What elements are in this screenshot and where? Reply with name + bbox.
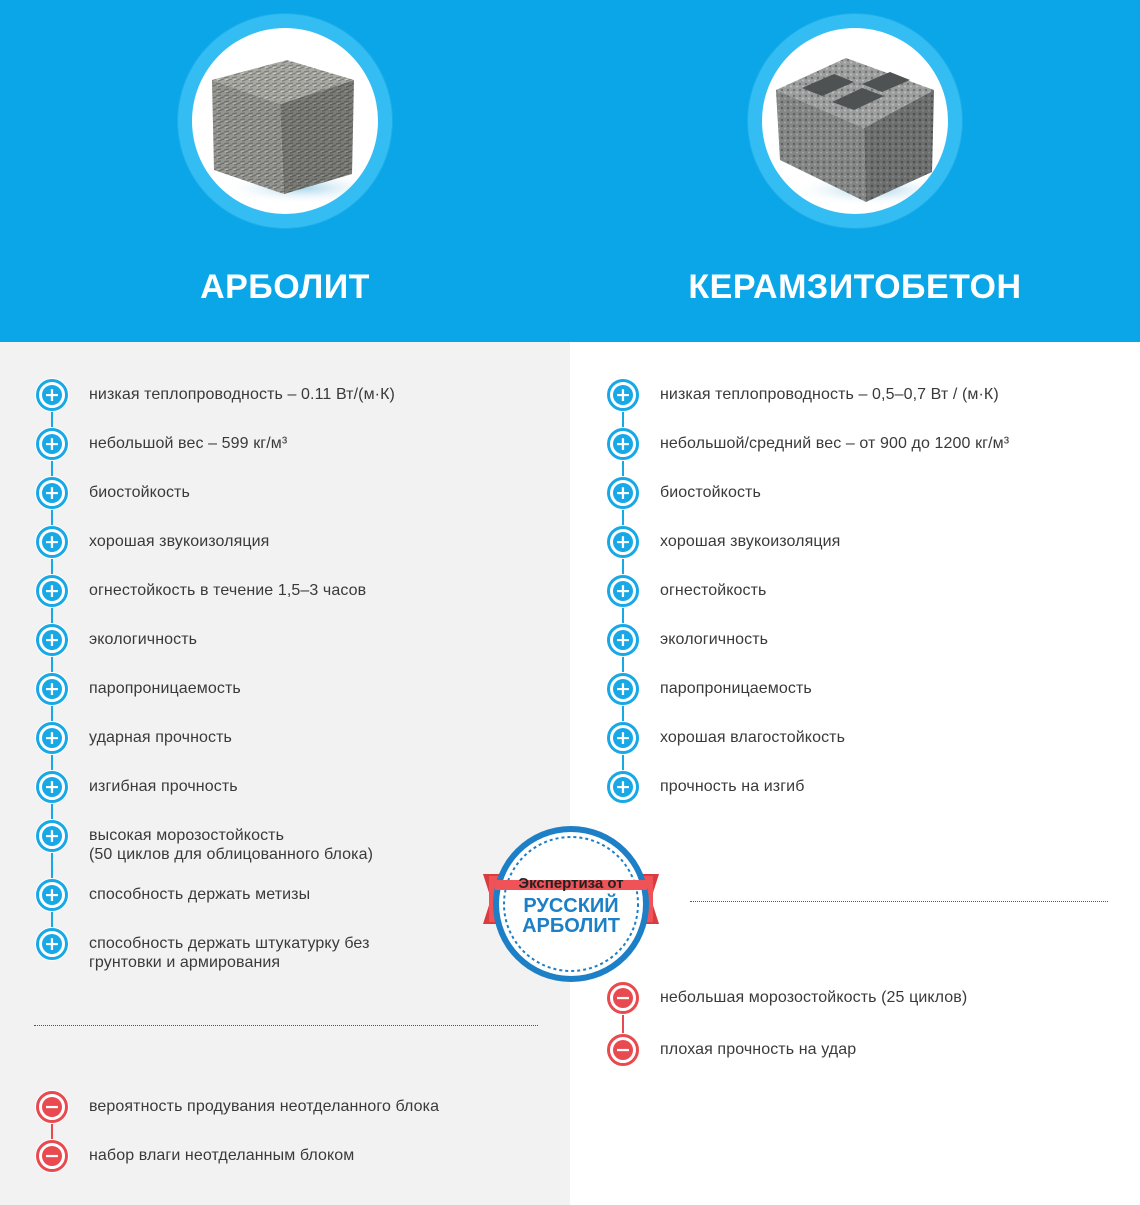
plus-icon: + xyxy=(606,427,640,461)
plus-icon: + xyxy=(35,721,69,755)
keramzit-title: КЕРАМЗИТОБЕТОН xyxy=(688,268,1022,306)
minus-icon: − xyxy=(35,1139,69,1173)
pro-label: небольшой/средний вес – от 900 до 1200 кг/м³ xyxy=(660,435,1010,452)
plus-icon: + xyxy=(35,378,69,412)
plus-icon: + xyxy=(35,525,69,559)
plus-icon: + xyxy=(35,427,69,461)
expertise-stamp xyxy=(483,822,659,984)
stamp-seal-icon xyxy=(483,822,659,984)
minus-icon: − xyxy=(35,1090,69,1124)
minus-icon: − xyxy=(606,981,640,1015)
arbolit-header xyxy=(0,0,570,342)
plus-icon: + xyxy=(35,819,69,853)
arbolit-image-ring xyxy=(178,14,392,228)
plus-icon: + xyxy=(606,378,640,412)
minus-icon: − xyxy=(606,1033,640,1067)
stamp-line1: Экспертиза от xyxy=(518,875,624,892)
con-label: плохая прочность на удар xyxy=(660,1041,857,1058)
pro-label: хорошая звукоизоляция xyxy=(89,533,270,550)
con-label: набор влаги неотделанным блоком xyxy=(89,1147,355,1164)
plus-icon: + xyxy=(606,574,640,608)
pro-label: прочность на изгиб xyxy=(660,778,805,795)
plus-icon: + xyxy=(35,927,69,961)
pro-label: паропроницаемость xyxy=(89,680,241,697)
pro-label: огнестойкость xyxy=(660,582,767,599)
arbolit-title: АРБОЛИТ xyxy=(200,268,370,306)
plus-icon: + xyxy=(606,525,640,559)
keramzit-image-ring xyxy=(748,14,962,228)
pro-label: огнестойкость в течение 1,5–3 часов xyxy=(89,582,367,599)
con-label: небольшая морозостойкость (25 циклов) xyxy=(660,989,968,1006)
pro-label: биостойкость xyxy=(660,484,761,501)
keramzit-cons-connector xyxy=(622,1015,624,1035)
plus-icon: + xyxy=(35,878,69,912)
arbolit-block-image xyxy=(192,28,378,214)
pro-label: способность держать штукатурку без грунтовки и армирования xyxy=(89,935,370,971)
keramzit-header xyxy=(570,0,1140,342)
plus-icon: + xyxy=(606,476,640,510)
header-banner xyxy=(0,0,1140,342)
plus-icon: + xyxy=(606,672,640,706)
keramzit-divider xyxy=(690,901,1108,902)
pro-label: экологичность xyxy=(660,631,769,648)
plus-icon: + xyxy=(35,476,69,510)
pro-label: хорошая звукоизоляция xyxy=(660,533,841,550)
keramzit-block-icon xyxy=(762,28,948,214)
keramzit-panel xyxy=(570,342,1140,1205)
pro-label: биостойкость xyxy=(89,484,190,501)
pro-label: хорошая влагостойкость xyxy=(660,729,846,746)
arbolit-divider xyxy=(34,1025,538,1026)
plus-icon: + xyxy=(35,672,69,706)
plus-icon: + xyxy=(606,770,640,804)
pro-label: паропроницаемость xyxy=(660,680,812,697)
pro-label: низкая теплопроводность – 0.11 Вт/(м·К) xyxy=(89,386,395,403)
plus-icon: + xyxy=(35,770,69,804)
stamp-line3: АРБОЛИТ xyxy=(522,915,620,937)
arbolit-block-icon xyxy=(192,28,378,214)
pro-label: низкая теплопроводность – 0,5–0,7 Вт / (м·К) xyxy=(660,386,999,403)
arbolit-cons-connector xyxy=(51,1124,53,1140)
pro-label: ударная прочность xyxy=(89,729,232,746)
stamp-line2: РУССКИЙ xyxy=(523,895,619,917)
con-label: вероятность продувания неотделанного блока xyxy=(89,1098,440,1115)
pro-label: небольшой вес – 599 кг/м³ xyxy=(89,435,288,452)
pro-label: экологичность xyxy=(89,631,198,648)
pro-label: способность держать метизы xyxy=(89,886,311,903)
arbolit-panel xyxy=(0,342,570,1205)
plus-icon: + xyxy=(606,721,640,755)
pro-label: высокая морозостойкость (50 циклов для облицованного блока) xyxy=(89,827,374,863)
pro-label: изгибная прочность xyxy=(89,778,238,795)
plus-icon: + xyxy=(606,623,640,657)
keramzit-block-image xyxy=(762,28,948,214)
plus-icon: + xyxy=(35,623,69,657)
plus-icon: + xyxy=(35,574,69,608)
